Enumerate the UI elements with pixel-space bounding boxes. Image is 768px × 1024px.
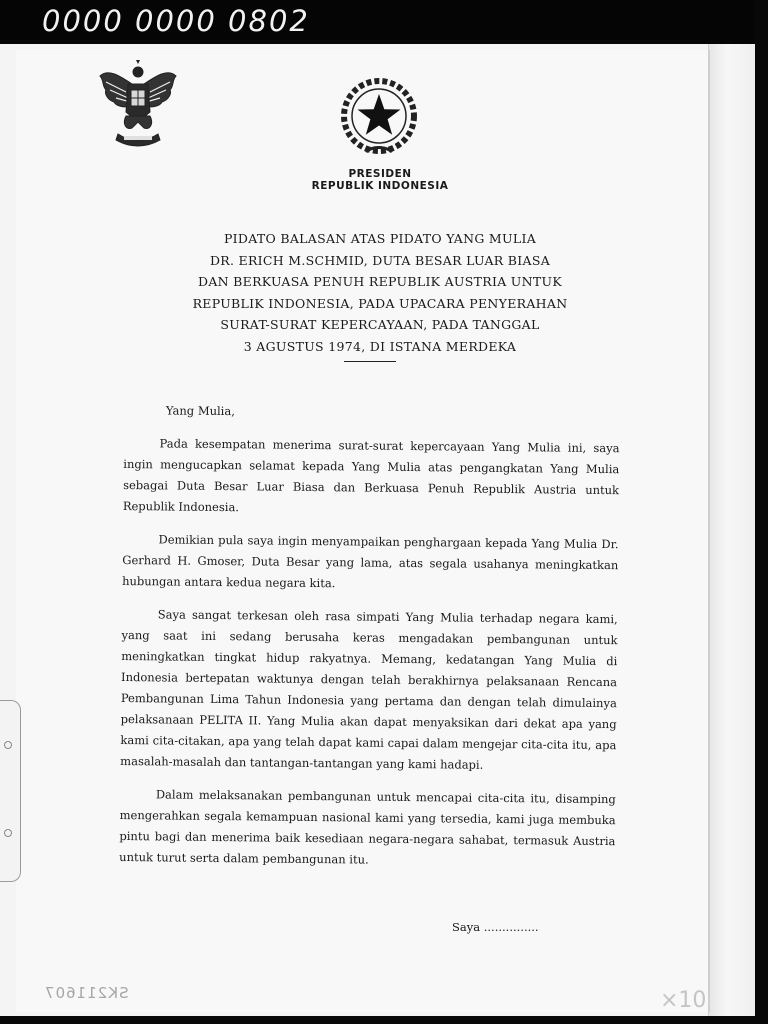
paper-edge	[708, 44, 755, 1016]
presidential-seal-icon	[336, 76, 422, 158]
paragraph: Dalam melaksanakan pembangunan untuk mencapai cita-cita itu, disamping mengerahkan segala kemampuan nasional kami yang tersedia, kami juga membuka pintu bagi dan menerima baik kesediaan negara-negara sahabat, termasuk Austria untuk turut serta dalam pembangunan itu.	[119, 787, 616, 867]
garuda-emblem-icon	[96, 58, 180, 148]
title-line: PIDATO BALASAN ATAS PIDATO YANG MULIA	[223, 231, 537, 246]
microfilm-header-bar	[0, 0, 768, 44]
binder-clip	[0, 700, 21, 882]
letterhead-line-2: REPUBLIK INDONESIA	[311, 180, 449, 192]
title-line: DR. ERICH M.SCHMID, DUTA BESAR LUAR BIASA	[209, 252, 551, 268]
letterhead	[260, 168, 500, 192]
title-line: REPUBLIK INDONESIA, PADA UPACARA PENYERAHAN	[192, 295, 568, 311]
corner-mark: ×10	[660, 988, 707, 1013]
clip-hole-icon	[4, 829, 12, 837]
paragraph: Demikian pula saya ingin menyampaikan penghargaan kepada Yang Mulia Dr. Gerhard H. Gmoser, Duta Besar yang lama, atas segala usahanya meningkatkan hubungan antara kedua negara kita.	[122, 532, 619, 591]
paragraph: Pada kesempatan menerima surat-surat kepercayaan Yang Mulia ini, saya ingin mengucapkan selamat kepada Yang Mulia atas pengangkatan Yang Mulia sebagai Duta Besar Luar Biasa dan Berkuasa Penuh Republik Austria untuk Republik Indonesia.	[122, 436, 620, 515]
scan-border-right	[755, 0, 768, 1024]
title-divider	[344, 361, 396, 362]
microfilm-code: 0000 0000 0802	[42, 4, 310, 38]
speech-body	[119, 400, 620, 885]
salutation: Yang Mulia,	[165, 403, 235, 419]
title-line: SURAT-SURAT KEPERCAYAAN, PADA TANGGAL	[220, 317, 540, 332]
paragraph: Saya sangat terkesan oleh rasa simpati Yang Mulia terhadap negara kami, yang saat ini sedang berusaha keras mengadakan pembangunan untuk meningkatkan tingkat hidup rakyatnya. Memang, kedatangan Yang Mulia di Indonesia bertepatan waktunya dengan telah berakhirnya pelaksanaan Rencana Pembangunan Lima Tahun Indonesia yang pertama dan dengan telah dimulainya pelaksanaan PELITA II. Yang Mulia akan dapat menyaksikan dari dekat apa yang kami cita-citakan, apa yang telah dapat kami capai dalam mengejar cita-cita itu, apa masalah-masalah dan tantangan-tantangan yang kami hadapi.	[120, 607, 618, 772]
clip-hole-icon	[4, 741, 12, 749]
title-line: 3 AGUSTUS 1974, DI ISTANA MERDEKA	[243, 338, 517, 354]
speech-title	[160, 228, 600, 357]
letterhead-line-1: PRESIDEN	[348, 168, 412, 180]
scan-border-bottom	[0, 1016, 768, 1024]
serial-number-mirrored: SK211607	[44, 984, 129, 1002]
page-continuation: Saya ...............	[452, 920, 539, 934]
title-line: DAN BERKUASA PENUH REPUBLIK AUSTRIA UNTUK	[198, 274, 562, 289]
